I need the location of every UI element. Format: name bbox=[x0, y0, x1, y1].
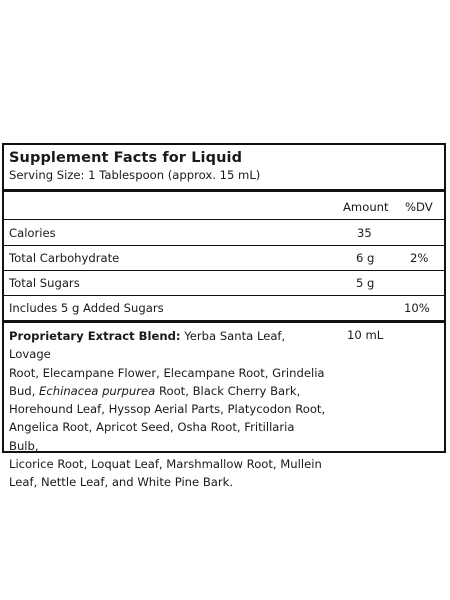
blend-amount: 10 mL bbox=[347, 328, 384, 342]
blend-ingredients bbox=[9, 327, 327, 492]
dv-header: %DV bbox=[405, 200, 433, 214]
divider bbox=[4, 295, 444, 296]
serving-size: Serving Size: 1 Tablespoon (approx. 15 mL) bbox=[9, 168, 261, 182]
amount-header: Amount bbox=[343, 200, 389, 214]
row-amount-carbohydrate: 6 g bbox=[356, 251, 375, 265]
row-label-carbohydrate: Total Carbohydrate bbox=[9, 251, 120, 265]
row-label-sugars: Total Sugars bbox=[9, 276, 80, 290]
row-amount-sugars: 5 g bbox=[356, 276, 375, 290]
supplement-facts-panel bbox=[2, 143, 446, 490]
blend-ingredients-part1: Yerba Santa Leaf, Lovage Root, Elecampane Flower, Elecampane Root, Grindelia Bud, bbox=[9, 329, 325, 398]
blend-label: Proprietary Extract Blend: bbox=[9, 329, 181, 343]
row-label-added-sugars: Includes 5 g Added Sugars bbox=[9, 301, 164, 315]
thick-divider bbox=[4, 320, 444, 323]
blend-ingredients-part2: Root, Black Cherry Bark, Horehound Leaf, Hyssop Aerial Parts, Platycodon Root, Angelica Root, Apricot Seed, Osha Root, Fritillaria Bulb, Licorice Root, Loquat Leaf, Marshmallow Root, Mullein Leaf, Nettle Leaf, and White Pine Bark. bbox=[9, 383, 326, 490]
divider bbox=[4, 270, 444, 271]
blend-italic-ingredient: Echinacea purpurea bbox=[39, 383, 156, 398]
row-dv-added-sugars: 10% bbox=[404, 301, 430, 315]
row-label-calories: Calories bbox=[9, 226, 56, 240]
row-amount-calories: 35 bbox=[357, 226, 372, 240]
divider bbox=[4, 219, 444, 220]
divider bbox=[4, 245, 444, 246]
panel-title: Supplement Facts for Liquid bbox=[9, 150, 243, 166]
row-dv-carbohydrate: 2% bbox=[410, 251, 429, 265]
thick-divider bbox=[4, 189, 444, 192]
